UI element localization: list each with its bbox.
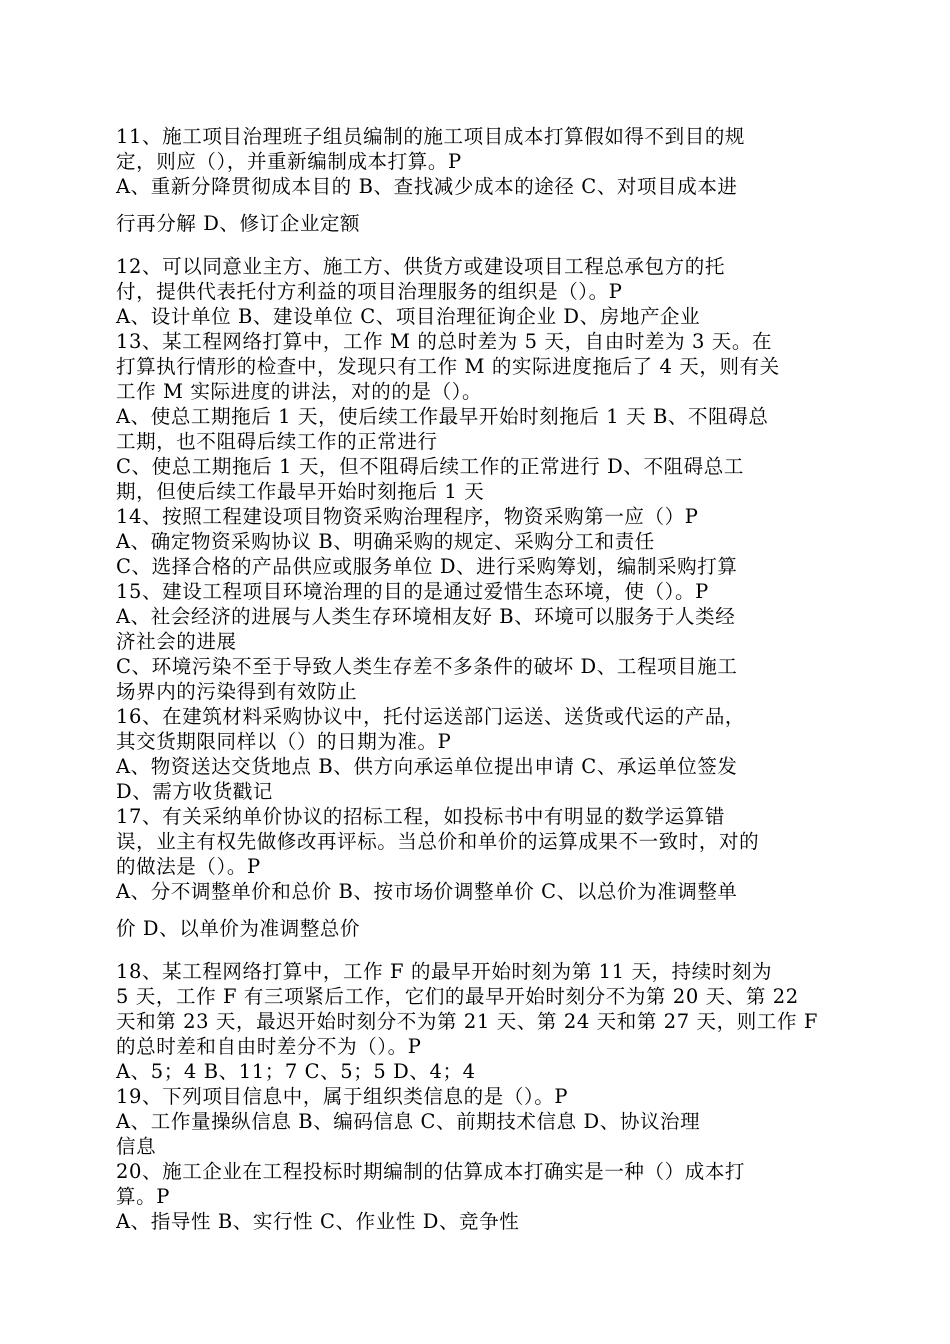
q17-options-line-2: 价 D、以单价为准调整总价 xyxy=(116,917,361,940)
q17-line-2: 误，业主有权先做修改再评标。当总价和单价的运算成果不一致时，对的 xyxy=(116,830,760,853)
q14-options-line-2: C、选择合格的产品供应或服务单位 D、进行采购筹划，编制采购打算 xyxy=(116,555,738,578)
q16-options-line-1: A、物资送达交货地点 B、供方向承运单位提出申请 C、承运单位签发 xyxy=(116,755,738,778)
q18-line-4: 的总时差和自由时差分不为（）。P xyxy=(116,1035,422,1058)
q11-line-2: 定，则应（），并重新编制成本打算。P xyxy=(116,150,462,173)
q13-options-line-4: 期，但使后续工作最早开始时刻拖后 1 天 xyxy=(116,480,485,503)
q15-options-line-1: A、社会经济的进展与人类生存环境相友好 B、环境可以服务于人类经 xyxy=(116,605,736,628)
q20-options: A、指导性 B、实行性 C、作业性 D、竞争性 xyxy=(116,1210,520,1233)
q18-line-2: 5 天，工作 F 有三项紧后工作，它们的最早开始时刻分不为第 20 天、第 22 xyxy=(116,985,799,1008)
q17-line-3: 的做法是（）。P xyxy=(116,855,261,878)
q13-line-1: 13、某工程网络打算中，工作 M 的总时差为 5 天，自由时差为 3 天。在 xyxy=(116,330,773,353)
q11-options-line-1: A、重新分降贯彻成本目的 B、查找减少成本的途径 C、对项目成本进 xyxy=(116,175,738,198)
q13-options-line-1: A、使总工期拖后 1 天，使后续工作最早开始时刻拖后 1 天 B、不阻碍总 xyxy=(116,405,769,428)
q15-line-1: 15、建设工程项目环境治理的目的是通过爱惜生态环境，使（）。P xyxy=(116,580,709,603)
q14-options-line-1: A、确定物资采购协议 B、明确采购的规定、采购分工和责任 xyxy=(116,530,655,553)
document-body xyxy=(116,124,840,1234)
q20-line-1: 20、施工企业在工程投标时期编制的估算成本打确实是一种（）成本打 xyxy=(116,1160,746,1183)
q19-options-line-2: 信息 xyxy=(116,1135,157,1158)
q12-line-2: 付，提供代表托付方利益的项目治理服务的组织是（）。P xyxy=(116,280,623,303)
q17-options-line-1: A、分不调整单价和总价 B、按市场价调整单价 C、以总价为准调整单 xyxy=(116,880,738,903)
q15-options-line-4: 场界内的污染得到有效防止 xyxy=(116,680,358,703)
q17-line-1: 17、有关采纳单价协议的招标工程，如投标书中有明显的数学运算错 xyxy=(116,805,725,828)
q20-line-2: 算。P xyxy=(116,1185,170,1208)
q11-line-1: 11、施工项目治理班子组员编制的施工项目成本打算假如得不到目的规 xyxy=(116,125,746,148)
q13-line-3: 工作 M 实际进度的讲法，对的的是（）。 xyxy=(116,380,483,403)
q18-line-3: 天和第 23 天，最迟开始时刻分不为第 21 天、第 24 天和第 27 天，则工作 F xyxy=(116,1010,818,1033)
q13-options-line-3: C、使总工期拖后 1 天，但不阻碍后续工作的正常进行 D、不阻碍总工 xyxy=(116,455,744,478)
q19-line-1: 19、下列项目信息中，属于组织类信息的是（）。P xyxy=(116,1085,569,1108)
q16-line-1: 16、在建筑材料采购协议中，托付运送部门运送、送货或代运的产品， xyxy=(116,705,746,728)
q19-options-line-1: A、工作量操纵信息 B、编码信息 C、前期技术信息 D、协议治理 xyxy=(116,1110,701,1133)
q15-options-line-2: 济社会的进展 xyxy=(116,630,237,653)
q18-line-1: 18、某工程网络打算中，工作 F 的最早开始时刻为第 11 天，持续时刻为 xyxy=(116,960,773,983)
q14-line-1: 14、按照工程建设项目物资采购治理程序，物资采购第一应（）P xyxy=(116,505,699,528)
q13-options-line-2: 工期，也不阻碍后续工作的正常进行 xyxy=(116,430,438,453)
q15-options-line-3: C、环境污染不至于导致人类生存差不多条件的破坏 D、工程项目施工 xyxy=(116,655,738,678)
q16-options-line-2: D、需方收货戳记 xyxy=(116,780,273,803)
q12-line-1: 12、可以同意业主方、施工方、供货方或建设项目工程总承包方的托 xyxy=(116,255,725,278)
q16-line-2: 其交货期限同样以（）的日期为准。P xyxy=(116,730,452,753)
q13-line-2: 打算执行情形的检查中，发现只有工作 M 的实际进度拖后了 4 天，则有关 xyxy=(116,355,780,378)
q18-options: A、5；4 B、11；7 C、5；5 D、4；4 xyxy=(116,1060,476,1083)
q11-options-line-2: 行再分解 D、修订企业定额 xyxy=(116,212,361,235)
q12-options: A、设计单位 B、建设单位 C、项目治理征询企业 D、房地产企业 xyxy=(116,305,701,328)
